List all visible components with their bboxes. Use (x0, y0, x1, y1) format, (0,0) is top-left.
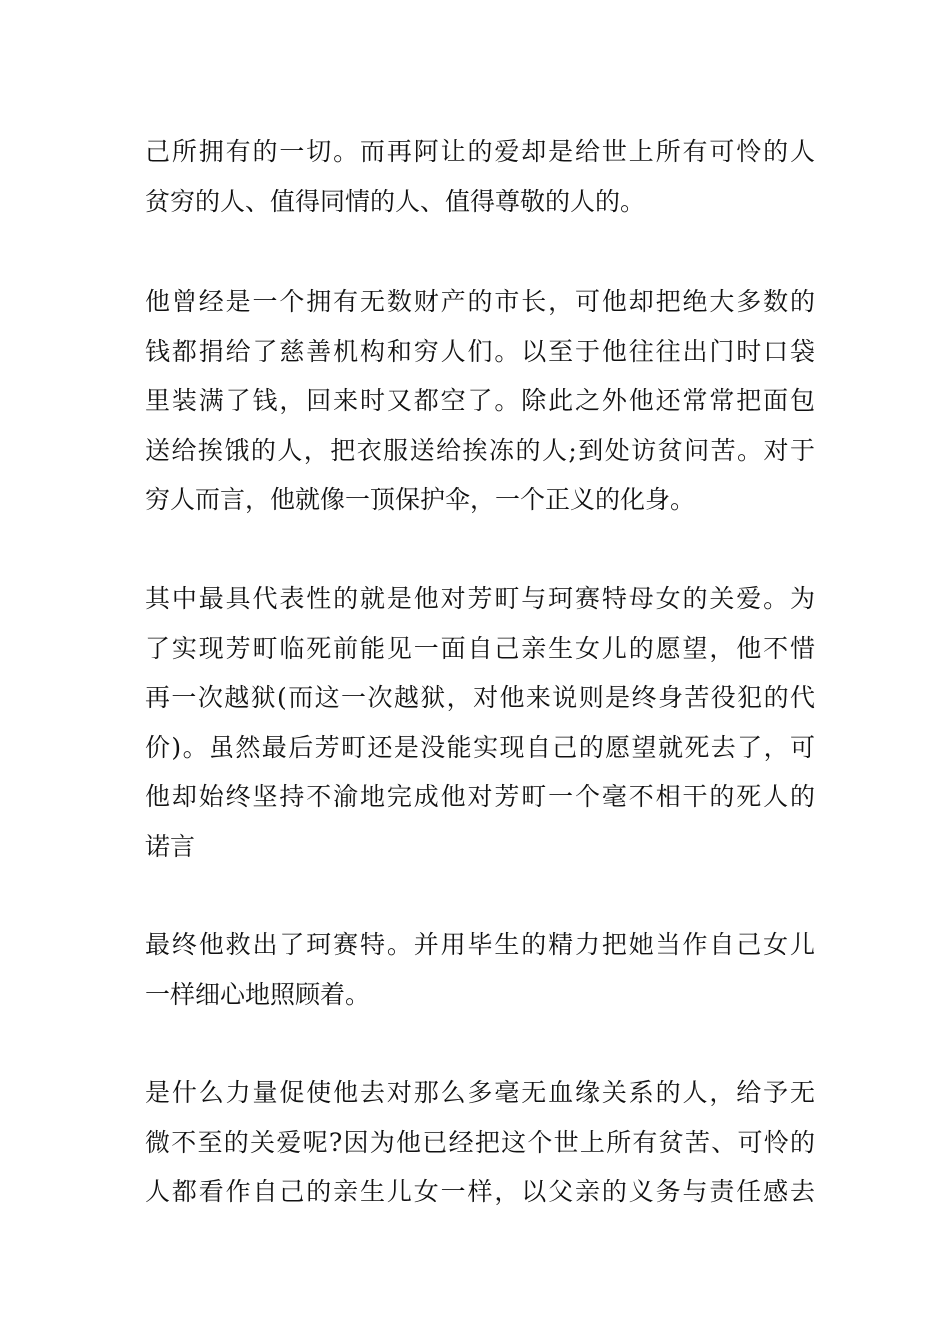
paragraph-2 (145, 277, 815, 525)
text-line: 贫穷的人、值得同情的人、值得尊敬的人的。 (145, 186, 646, 216)
text-line: 送给挨饿的人，把衣服送给挨冻的人;到处访贫问苦。对于 (145, 435, 815, 465)
text-line: 钱都捐给了慈善机构和穷人们。以至于他往往出门时口袋 (145, 336, 815, 366)
text-line: 人都看作自己的亲生儿女一样，以父亲的义务与责任感去 (145, 1177, 815, 1206)
paragraph-5 (145, 1068, 815, 1217)
text-line: 最终他救出了珂赛特。并用毕生的精力把她当作自己女儿 (145, 930, 815, 959)
text-line: 己所拥有的一切。而再阿让的爱却是给世上所有可怜的人 (145, 137, 815, 166)
text-line: 了实现芳町临死前能见一面自己亲生女儿的愿望，他不惜 (145, 633, 815, 663)
text-line: 他曾经是一个拥有无数财产的市长，可他却把绝大多数的 (145, 287, 815, 316)
text-line: 诺言 (145, 831, 196, 861)
text-line: 其中最具代表性的就是他对芳町与珂赛特母女的关爱。为 (145, 584, 815, 613)
text-line: 穷人而言，他就像一顶保护伞，一个正义的化身。 (145, 485, 696, 514)
text-line: 微不至的关爱呢?因为他已经把这个世上所有贫苦、可怜的 (145, 1127, 815, 1157)
text-line: 是什么力量促使他去对那么多毫无血缘关系的人，给予无 (145, 1078, 815, 1107)
text-line: 再一次越狱(而这一次越狱，对他来说则是终身苦役犯的代 (145, 683, 815, 712)
paragraph-4 (145, 920, 815, 1019)
text-line: 里装满了钱，回来时又都空了。除此之外他还常常把面包 (145, 386, 815, 415)
paragraph-3 (145, 574, 815, 871)
paragraph-1 (145, 127, 815, 226)
text-line: 他却始终坚持不渝地完成他对芳町一个毫不相干的死人的 (145, 782, 815, 811)
text-line: 价)。虽然最后芳町还是没能实现自己的愿望就死去了，可 (145, 732, 815, 762)
text-line: 一样细心地照顾着。 (145, 979, 371, 1009)
